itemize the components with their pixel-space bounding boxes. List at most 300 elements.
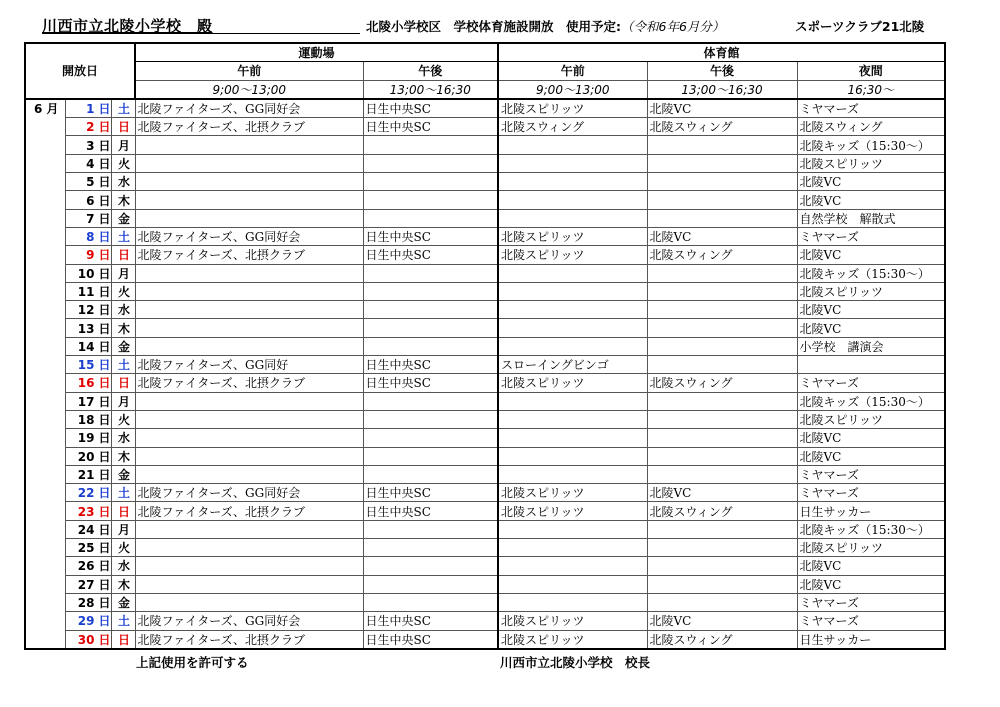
schedule-cell: 北陵VC [797,246,945,264]
schedule-cell [498,191,647,209]
day-suffix: 日 [98,577,111,592]
schedule-cell [363,282,498,300]
day-suffix: 日 [98,156,111,171]
schedule-cell [647,154,797,172]
day-suffix: 日 [98,248,111,263]
weekday: 日 [111,502,135,520]
schedule-cell [363,319,498,337]
weekday: 土 [111,227,135,245]
day-number [65,173,111,191]
weekday: 日 [111,374,135,392]
schedule-cell [363,191,498,209]
schedule-cell: 北陵スピリッツ [498,246,647,264]
weekday: 月 [111,136,135,154]
schedule-cell: ミヤマーズ [797,465,945,483]
table-row [25,227,945,245]
weekday: 金 [111,465,135,483]
day-number [65,337,111,355]
schedule-cell [498,282,647,300]
schedule-cell: 北陵スウィング [647,374,797,392]
schedule-cell [647,173,797,191]
day-number [65,520,111,538]
time-header: 13;00～16;30 [647,80,797,99]
schedule-cell [498,319,647,337]
schedule-cell [498,593,647,611]
day-number [65,447,111,465]
schedule-cell: 北陵ファイターズ、北摂クラブ [135,630,363,649]
schedule-cell [647,410,797,428]
schedule-cell [135,264,363,282]
table-row [25,593,945,611]
table-row [25,99,945,118]
schedule-cell [647,191,797,209]
day-suffix: 日 [98,614,111,629]
schedule-cell [498,465,647,483]
document-header [0,13,1000,39]
table-row [25,301,945,319]
weekday: 水 [111,173,135,191]
day-number [65,264,111,282]
schedule-cell [498,173,647,191]
schedule-cell [647,356,797,374]
weekday: 日 [111,118,135,136]
schedule-cell [135,575,363,593]
schedule-cell: 日生サッカー [797,630,945,649]
schedule-cell [498,392,647,410]
weekday: 火 [111,539,135,557]
schedule-cell: 北陵スピリッツ [498,99,647,118]
schedule-cell: 北陵スウィング [647,630,797,649]
table-row [25,484,945,502]
schedule-cell: 北陵スピリッツ [498,374,647,392]
table-row [25,630,945,649]
day-number-value: 27 [77,577,95,592]
table-row [25,191,945,209]
schedule-cell: 日生中央SC [363,246,498,264]
day-suffix: 日 [98,522,111,537]
schedule-cell: スローイングビンゴ [498,356,647,374]
open-day-header: 開放日 [25,43,135,99]
schedule-cell: 北陵スピリッツ [797,154,945,172]
day-number-value: 22 [77,486,95,501]
time-header: 16;30～ [797,80,945,99]
schedule-cell [135,301,363,319]
day-suffix: 日 [98,120,111,135]
schedule-cell [135,465,363,483]
day-suffix: 日 [98,266,111,281]
day-suffix: 日 [98,449,111,464]
table-row [25,118,945,136]
weekday: 木 [111,447,135,465]
schedule-cell: 北陵ファイターズ、GG同好会 [135,612,363,630]
day-number [65,209,111,227]
day-number-value: 2 [86,120,95,135]
weekday: 火 [111,154,135,172]
day-number-value: 21 [77,467,95,482]
schedule-cell [647,392,797,410]
day-suffix: 日 [98,632,111,647]
table-row [25,557,945,575]
table-row [25,356,945,374]
weekday: 月 [111,392,135,410]
day-number-value: 5 [86,175,95,190]
weekday: 水 [111,301,135,319]
table-row [25,392,945,410]
day-number-value: 19 [77,431,95,446]
schedule-cell [498,209,647,227]
weekday: 日 [111,630,135,649]
table-row [25,429,945,447]
day-suffix: 日 [98,138,111,153]
weekday: 日 [111,246,135,264]
table-row [25,319,945,337]
schedule-cell: 北陵スウィング [647,118,797,136]
schedule-cell: 北陵VC [797,557,945,575]
schedule-cell [647,557,797,575]
schedule-cell [135,557,363,575]
day-number-value: 14 [77,339,95,354]
schedule-cell: 北陵スピリッツ [498,484,647,502]
table-row [25,502,945,520]
day-suffix: 日 [98,102,111,117]
schedule-cell: 北陵ファイターズ、北摂クラブ [135,374,363,392]
schedule-cell [363,264,498,282]
time-header: 9;00～13;00 [498,80,647,99]
day-number [65,429,111,447]
schedule-cell: 日生中央SC [363,227,498,245]
day-number-value: 12 [77,303,95,318]
schedule-cell [498,447,647,465]
schedule-cell: 北陵VC [797,301,945,319]
table-row [25,136,945,154]
day-suffix: 日 [98,413,111,428]
schedule-cell: ミヤマーズ [797,227,945,245]
day-suffix: 日 [98,339,111,354]
schedule-cell [363,392,498,410]
schedule-cell: 日生中央SC [363,484,498,502]
schedule-cell: 北陵ファイターズ、GG同好会 [135,484,363,502]
weekday: 水 [111,557,135,575]
day-suffix: 日 [98,230,111,245]
schedule-cell: 北陵キッズ（15:30～） [797,392,945,410]
schedule-cell: 北陵スウィング [498,118,647,136]
table-row [25,282,945,300]
slot-header: 午後 [363,62,498,80]
schedule-table [24,42,946,650]
day-suffix: 日 [98,467,111,482]
schedule-cell [647,593,797,611]
table-row [25,209,945,227]
schedule-cell: ミヤマーズ [797,593,945,611]
schedule-cell: 北陵VC [797,319,945,337]
schedule-cell: 北陵スピリッツ [498,630,647,649]
day-number-value: 3 [86,138,95,153]
schedule-cell [135,319,363,337]
schedule-cell: 日生中央SC [363,356,498,374]
day-number-value: 7 [86,211,95,226]
schedule-cell [498,154,647,172]
day-number [65,301,111,319]
time-header: 9;00～13;00 [135,80,363,99]
day-number [65,502,111,520]
schedule-cell [647,337,797,355]
schedule-cell [363,557,498,575]
schedule-cell: 北陵スピリッツ [498,227,647,245]
day-suffix: 日 [98,541,111,556]
day-number [65,246,111,264]
day-number [65,282,111,300]
day-suffix: 日 [98,193,111,208]
schedule-cell: 北陵VC [647,99,797,118]
schedule-cell: 北陵VC [647,484,797,502]
schedule-cell [498,410,647,428]
day-suffix: 日 [98,596,111,611]
schedule-cell: 北陵ファイターズ、北摂クラブ [135,502,363,520]
schedule-cell [498,136,647,154]
day-number-value: 8 [86,230,95,245]
day-number [65,99,111,118]
schedule-cell: 北陵スウィング [797,118,945,136]
schedule-cell [135,410,363,428]
schedule-cell [363,447,498,465]
weekday: 月 [111,520,135,538]
schedule-cell: 北陵スピリッツ [797,410,945,428]
weekday: 火 [111,282,135,300]
schedule-cell [363,465,498,483]
day-suffix: 日 [98,358,111,373]
schedule-cell: 小学校 講演会 [797,337,945,355]
weekday: 木 [111,319,135,337]
day-number [65,227,111,245]
schedule-cell: 北陵VC [797,447,945,465]
weekday: 木 [111,191,135,209]
schedule-cell [135,447,363,465]
schedule-cell [363,539,498,557]
day-number [65,191,111,209]
day-suffix: 日 [98,376,111,391]
schedule-cell: 北陵スピリッツ [797,539,945,557]
table-row [25,264,945,282]
schedule-cell [647,264,797,282]
day-number-value: 28 [77,596,95,611]
schedule-cell [363,337,498,355]
plan-period: （令和6年6月分） [621,19,725,34]
schedule-cell: 北陵キッズ（15:30～） [797,264,945,282]
day-number [65,465,111,483]
schedule-cell: 北陵スピリッツ [797,282,945,300]
schedule-cell [363,301,498,319]
schedule-cell: ミヤマーズ [797,374,945,392]
schedule-cell: 日生中央SC [363,118,498,136]
day-number-value: 24 [77,522,95,537]
schedule-cell [363,593,498,611]
month-label: 6 月 [25,99,65,649]
day-number-value: 17 [77,394,95,409]
day-number-value: 25 [77,541,95,556]
schedule-cell: 北陵ファイターズ、GG同好会 [135,99,363,118]
table-row [25,612,945,630]
schedule-cell: 北陵VC [797,575,945,593]
schedule-cell [363,575,498,593]
day-number [65,392,111,410]
schedule-cell [363,173,498,191]
day-number-value: 26 [77,559,95,574]
slot-header: 夜間 [797,62,945,80]
schedule-cell: 日生中央SC [363,502,498,520]
day-number-value: 30 [77,632,95,647]
weekday: 土 [111,484,135,502]
schedule-cell [647,575,797,593]
schedule-cell: ミヤマーズ [797,99,945,118]
day-number-value: 20 [77,449,95,464]
weekday: 木 [111,575,135,593]
schedule-cell [498,575,647,593]
schedule-cell: 北陵スウィング [647,502,797,520]
schedule-cell [135,520,363,538]
day-number-value: 1 [86,102,95,117]
schedule-cell: ミヤマーズ [797,612,945,630]
day-number [65,539,111,557]
principal-signature: 川西市立北陵小学校 校長 [500,655,651,670]
addressee: 川西市立北陵小学校 殿 [42,17,213,35]
schedule-cell [498,429,647,447]
weekday: 月 [111,264,135,282]
permission-note: 上記使用を許可する [136,655,249,670]
schedule-cell [647,301,797,319]
schedule-cell [498,301,647,319]
day-number [65,154,111,172]
day-suffix: 日 [98,321,111,336]
schedule-cell [647,136,797,154]
day-suffix: 日 [98,504,111,519]
day-number [65,593,111,611]
schedule-cell [363,154,498,172]
day-suffix: 日 [98,559,111,574]
schedule-cell: 北陵スウィング [647,246,797,264]
schedule-cell: 北陵VC [797,173,945,191]
schedule-cell: 北陵スピリッツ [498,612,647,630]
schedule-cell [498,539,647,557]
table-row [25,410,945,428]
day-number-value: 4 [86,156,95,171]
table-row [25,374,945,392]
schedule-cell [647,209,797,227]
day-number [65,575,111,593]
addressee-underline [42,33,360,34]
schedule-cell: 日生中央SC [363,99,498,118]
table-row [25,246,945,264]
schedule-cell [363,520,498,538]
day-number [65,484,111,502]
day-suffix: 日 [98,175,111,190]
schedule-cell: 自然学校 解散式 [797,209,945,227]
day-suffix: 日 [98,285,111,299]
time-header: 13;00～16;30 [363,80,498,99]
schedule-cell: 北陵VC [647,612,797,630]
schedule-cell: 北陵VC [647,227,797,245]
schedule-cell [363,429,498,447]
day-number [65,118,111,136]
table-row [25,173,945,191]
table-row [25,447,945,465]
club-name: スポーツクラブ21北陵 [795,19,925,34]
area-header-ground: 運動場 [135,43,498,62]
schedule-cell [135,392,363,410]
schedule-cell [363,209,498,227]
schedule-cell [135,209,363,227]
day-suffix: 日 [98,303,111,318]
schedule-cell [135,593,363,611]
schedule-cell: 北陵キッズ（15:30～） [797,136,945,154]
weekday: 金 [111,337,135,355]
schedule-cell: 北陵ファイターズ、北摂クラブ [135,118,363,136]
weekday: 火 [111,410,135,428]
day-number-value: 15 [77,358,95,373]
weekday: 土 [111,99,135,118]
day-number [65,410,111,428]
schedule-cell [647,465,797,483]
schedule-cell: 北陵VC [797,429,945,447]
schedule-cell [135,154,363,172]
day-number-value: 9 [86,248,95,263]
weekday: 土 [111,612,135,630]
schedule-cell [647,520,797,538]
schedule-cell [135,429,363,447]
day-suffix: 日 [98,211,111,226]
schedule-cell [647,447,797,465]
day-number-value: 16 [77,376,95,391]
schedule-cell [647,429,797,447]
day-number [65,374,111,392]
schedule-body [25,99,945,649]
schedule-cell: 日生中央SC [363,374,498,392]
table-row [25,539,945,557]
schedule-cell: ミヤマーズ [797,484,945,502]
schedule-cell [135,539,363,557]
day-number [65,630,111,649]
schedule-cell: 日生中央SC [363,612,498,630]
schedule-cell [363,136,498,154]
schedule-cell [647,282,797,300]
schedule-cell [498,520,647,538]
schedule-cell [135,173,363,191]
day-number [65,612,111,630]
day-number [65,356,111,374]
schedule-cell: 北陵VC [797,191,945,209]
day-number-value: 13 [77,321,95,336]
slot-header: 午後 [647,62,797,80]
schedule-cell [647,319,797,337]
schedule-cell: 日生サッカー [797,502,945,520]
table-row [25,154,945,172]
day-number-value: 6 [86,193,95,208]
schedule-cell [135,282,363,300]
plan-title-text: 北陵小学校区 学校体育施設開放 使用予定: [366,19,621,34]
day-number [65,136,111,154]
plan-title [366,17,724,35]
day-suffix: 日 [98,431,111,446]
day-number-value: 23 [77,504,95,519]
weekday: 金 [111,593,135,611]
weekday: 土 [111,356,135,374]
schedule-cell: 北陵ファイターズ、北摂クラブ [135,246,363,264]
schedule-cell [135,337,363,355]
slot-header: 午前 [498,62,647,80]
day-suffix: 日 [98,486,111,501]
schedule-cell [647,539,797,557]
schedule-cell [135,136,363,154]
day-number-value: 10 [77,266,95,281]
